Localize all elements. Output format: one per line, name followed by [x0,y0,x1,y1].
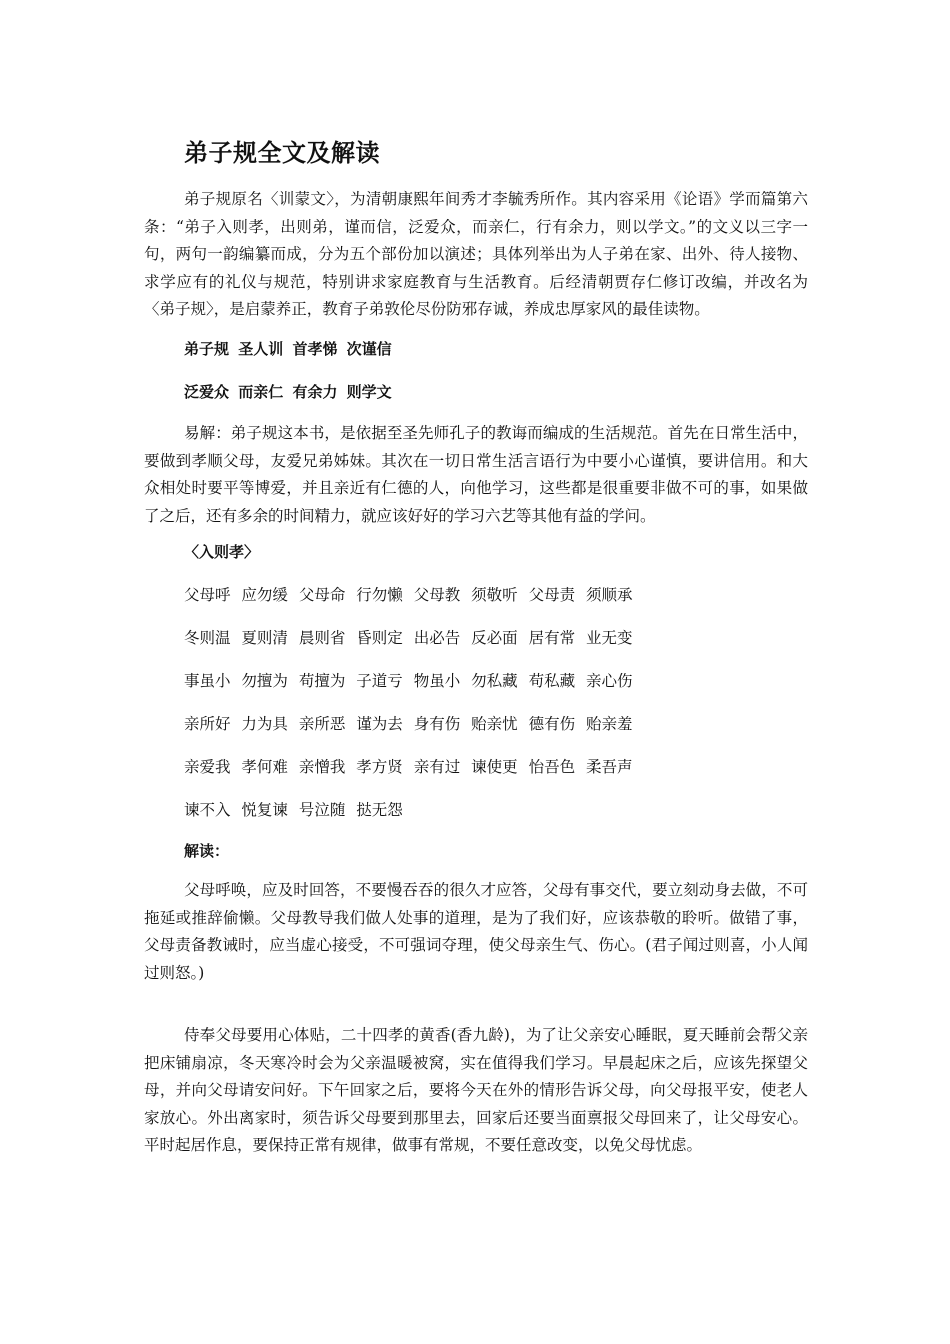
commentary-paragraph-2: 侍奉父母要用心体贴，二十四孝的黄香(香九龄)，为了让父亲安心睡眠，夏天睡前会帮父亲把床铺扇凉，冬天寒冷时会为父亲温暖被窝，实在值得我们学习。早晨起床之后，应该先探望父母，并向父母请安问好。下午回家之后，要将今天在外的情形告诉父母，向父母报平安，使老人家放心。外出离家时，须告诉父母要到那里去，回家后还要当面禀报父母回来了，让父母安心。平时起居作息，要保持正常有规律，做事有常规，不要任意改变，以免父母忧虑。 [144,1026,808,1155]
verse-heading-line-1: 弟子规 圣人训 首孝悌 次谨信 [184,340,392,358]
verse-line: 事虽小 勿擅为 苟擅为 子道亏 物虽小 勿私藏 苟私藏 亲心伤 [184,672,633,690]
verse-line: 亲所好 力为具 亲所恶 谨为去 身有伤 贻亲忧 德有伤 贻亲羞 [184,715,633,733]
verse-line: 谏不入 悦复谏 号泣随 挞无怨 [184,801,403,819]
commentary-heading: 解读： [184,842,230,860]
verse-line: 冬则温 夏则清 晨则省 昏则定 出必告 反必面 居有常 业无变 [184,629,633,647]
commentary-paragraph-1: 父母呼唤，应及时回答，不要慢吞吞的很久才应答，父母有事交代，要立刻动身去做，不可拖延或推辞偷懒。父母教导我们做人处事的道理，是为了我们好，应该恭敬的聆听。做错了事，父母责备教诫时，应当虚心接受，不可强词夺理，使父母亲生气、伤心。(君子闻过则喜，小人闻过则怒。) [144,881,808,982]
verse-line: 父母呼 应勿缓 父母命 行勿懒 父母教 须敬听 父母责 须顺承 [184,586,633,604]
intro-paragraph: 弟子规原名〈训蒙文〉，为清朝康熙年间秀才李毓秀所作。其内容采用《论语》学而篇第六条：“弟子入则孝，出则弟，谨而信，泛爱众，而亲仁，行有余力，则以学文。”的文义以三字一句，两句一韵编纂而成，分为五个部份加以演述；具体列举出为人子弟在家、出外、待人接物、求学应有的礼仪与规范，特别讲求家庭教育与生活教育。后经清朝贾存仁修订改编，并改名为〈弟子规〉，是启蒙养正，教育子弟敦伦尽份防邪存诚，养成忠厚家风的最佳读物。 [144,190,808,319]
explanation-paragraph: 易解：弟子规这本书，是依据至圣先师孔子的教诲而编成的生活规范。首先在日常生活中，要做到孝顺父母，友爱兄弟姊妹。其次在一切日常生活言语行为中要小心谨慎，要讲信用。和大众相处时要平等博爱，并且亲近有仁德的人，向他学习，这些都是很重要非做不可的事，如果做了之后，还有多余的时间精力，就应该好好的学习六艺等其他有益的学问。 [144,424,808,525]
section-heading: 〈入则孝〉 [184,543,260,561]
verse-heading-line-2: 泛爱众 而亲仁 有余力 则学文 [184,383,392,401]
document-title: 弟子规全文及解读 [184,139,380,167]
verse-line: 亲爱我 孝何难 亲憎我 孝方贤 亲有过 谏使更 怡吾色 柔吾声 [184,758,633,776]
